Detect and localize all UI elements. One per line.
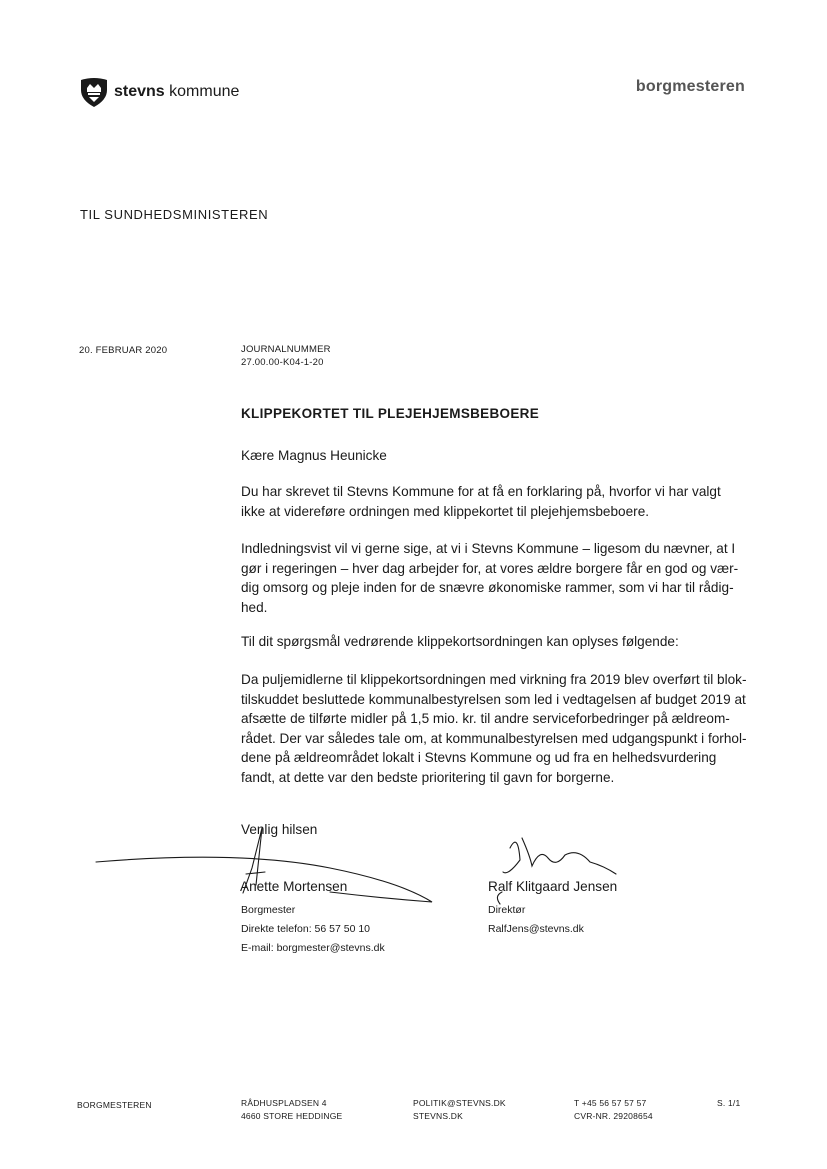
footer-phone: T +45 56 57 57 57 — [574, 1098, 647, 1108]
letter-date: 20. FEBRUAR 2020 — [79, 345, 168, 356]
signer-director-email: RalfJens@stevns.dk — [488, 923, 584, 935]
closing: Venlig hilsen — [241, 822, 318, 837]
signer-mayor-details — [241, 901, 385, 958]
salutation: Kære Magnus Heunicke — [241, 448, 387, 463]
coat-of-arms-icon — [80, 76, 108, 108]
journal-block — [241, 343, 331, 369]
footer-address-line1: RÅDHUSPLADSEN 4 — [241, 1098, 327, 1108]
signature-director-stroke — [497, 838, 616, 904]
paragraph-3: Til dit spørgsmål vedrørende klippekortsordningen kan oplyses følgende: — [241, 634, 679, 649]
signer-director-details — [488, 901, 584, 939]
signer-mayor-title: Borgmester — [241, 904, 296, 916]
paragraph-2: Indledningsvist vil vi gerne sige, at vi i Stevns Kommune – ligesom du nævner, at I gør i regeringen – hver dag arbejder for, at vores ældre borgere får en god og vær-dig omsorg og pleje inden for de snævre økonomiske rammer, som vi har til rådig-hed. — [241, 541, 739, 615]
logo-text: stevns kommune — [114, 83, 240, 100]
journal-number: 27.00.00-K04-1-20 — [241, 357, 324, 368]
signer-director-name: Ralf Klitgaard Jensen — [488, 879, 618, 894]
signer-mayor-name: Anette Mortensen — [240, 879, 348, 894]
footer-cvr: CVR-NR. 29208654 — [574, 1111, 653, 1121]
paragraph-4: Da puljemidlerne til klippekortsordningen med virkning fra 2019 blev overført til blok-tilskuddet besluttede kommunalbestyrelsen som led i vedtagelsen af budget 2019 at afsætte de tilførte midler på 1,5 mio. kr. til andre serviceforbedringer på ældreom-rådet. Der var således tale om, at kommunalbestyrelsen med udgangspunkt i forhol-dene på ældreområdet lokalt i Stevns Kommune og ud fra en helhedsvurdering fandt, at dette var den bedste prioritering til gavn for borgerne. — [241, 672, 747, 785]
municipality-logo — [80, 76, 239, 108]
footer-email: POLITIK@STEVNS.DK — [413, 1098, 506, 1108]
journal-label: JOURNALNUMMER — [241, 344, 331, 355]
footer-address-line2: 4660 STORE HEDDINGE — [241, 1111, 343, 1121]
signer-mayor-phone: Direkte telefon: 56 57 50 10 — [241, 923, 371, 935]
footer-web: STEVNS.DK — [413, 1111, 463, 1121]
footer-address — [241, 1097, 342, 1123]
signer-mayor-email: E-mail: borgmester@stevns.dk — [241, 942, 385, 954]
footer-page-number: S. 1/1 — [717, 1098, 741, 1108]
footer-office: BORGMESTEREN — [77, 1100, 152, 1110]
signer-director-title: Direktør — [488, 904, 526, 916]
paragraph-1: Du har skrevet til Stevns Kommune for at få en forklaring på, hvorfor vi har valgt ikke at videreføre ordningen med klippekortet til plejehjemsbeboere. — [241, 484, 721, 519]
footer-contact — [413, 1097, 506, 1123]
letter-title: KLIPPEKORTET TIL PLEJEHJEMSBEBOERE — [241, 406, 539, 421]
recipient: TIL SUNDHEDSMINISTEREN — [80, 207, 269, 222]
footer-phone-cvr — [574, 1097, 653, 1123]
department-name: borgmesteren — [635, 78, 745, 95]
